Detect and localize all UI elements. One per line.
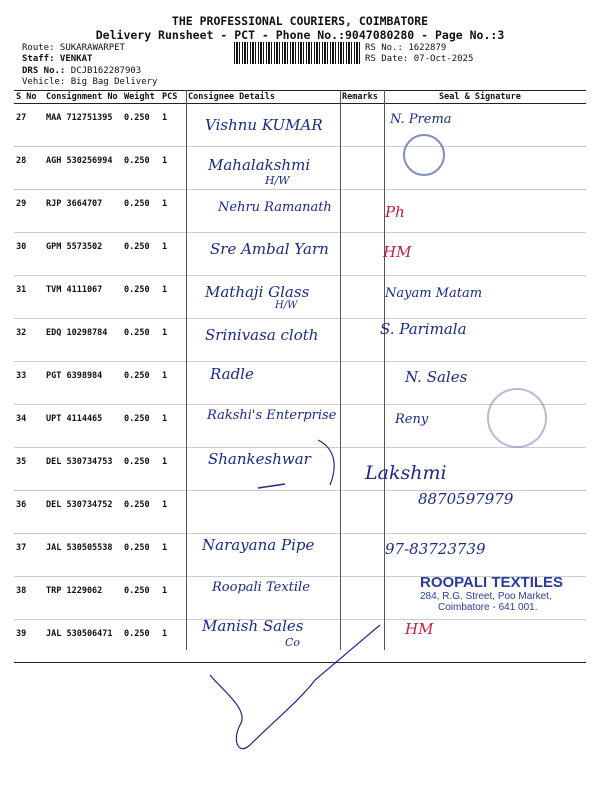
signature: Lakshmi — [365, 462, 447, 484]
sno-cell: 27 — [14, 104, 44, 147]
col-consignment: Consignment No — [44, 91, 122, 104]
weight-cell: 0.250 — [122, 577, 160, 620]
sno-cell: 33 — [14, 362, 44, 405]
sno-cell: 31 — [14, 276, 44, 319]
consignment-cell: JAL 530506471 — [44, 620, 122, 663]
signature-red: HM — [383, 243, 412, 261]
rs-number: RS No.: 1622879 — [365, 43, 447, 53]
handwritten-consignee-note: H/W — [275, 300, 298, 311]
weight-cell: 0.250 — [122, 405, 160, 448]
handwritten-consignee: Mathaji Glass — [205, 283, 310, 301]
weight-cell: 0.250 — [122, 448, 160, 491]
signature-red: HM — [405, 620, 434, 638]
pcs-cell: 1 — [160, 104, 186, 147]
pcs-cell: 1 — [160, 233, 186, 276]
pcs-cell: 1 — [160, 405, 186, 448]
consignment-cell: TVM 4111067 — [44, 276, 122, 319]
handwritten-consignee: Roopali Textile — [212, 580, 310, 595]
sno-cell: 29 — [14, 190, 44, 233]
handwritten-consignee: Manish Sales — [202, 617, 304, 635]
col-consignee: Consignee Details — [186, 91, 340, 104]
consignment-cell: MAA 712751395 — [44, 104, 122, 147]
weight-cell: 0.250 — [122, 534, 160, 577]
stamp-city: Coimbatore - 641 001. — [438, 602, 538, 613]
vehicle-label: Vehicle: Big Bag Delivery — [22, 77, 158, 87]
weight-cell: 0.250 — [122, 362, 160, 405]
drs-label: DRS No.: — [22, 66, 66, 76]
col-pcs: PCS — [160, 91, 186, 104]
weight-cell: 0.250 — [122, 319, 160, 362]
weight-cell: 0.250 — [122, 276, 160, 319]
signature: Reny — [395, 412, 429, 427]
weight-cell: 0.250 — [122, 104, 160, 147]
weight-cell: 0.250 — [122, 233, 160, 276]
consignment-cell: DEL 530734752 — [44, 491, 122, 534]
consignment-cell: TRP 1229062 — [44, 577, 122, 620]
handwritten-consignee-note: H/W — [265, 174, 290, 187]
pcs-cell: 1 — [160, 491, 186, 534]
weight-cell: 0.250 — [122, 491, 160, 534]
consignment-cell: GPM 5573502 — [44, 233, 122, 276]
col-remarks: Remarks — [340, 91, 384, 104]
consignment-cell: RJP 3664707 — [44, 190, 122, 233]
sno-cell: 39 — [14, 620, 44, 663]
weight-cell: 0.250 — [122, 190, 160, 233]
rs-date: RS Date: 07-Oct-2025 — [365, 54, 474, 64]
weight-cell: 0.250 — [122, 147, 160, 190]
col-weight: Weight — [122, 91, 160, 104]
handwritten-phone: 8870597979 — [418, 490, 514, 508]
route-label: Route: SUKARAWARPET — [22, 43, 125, 53]
consignment-cell: AGH 530256994 — [44, 147, 122, 190]
sno-cell: 34 — [14, 405, 44, 448]
handwritten-consignee: Rakshi's Enterprise — [207, 408, 337, 423]
signature: N. Sales — [405, 368, 468, 386]
signature: N. Prema — [390, 112, 452, 127]
consignment-cell: JAL 530505538 — [44, 534, 122, 577]
handwritten-consignee: Sre Ambal Yarn — [210, 240, 329, 258]
stamp-name: ROOPALI TEXTILES — [420, 574, 564, 591]
sno-cell: 28 — [14, 147, 44, 190]
consignment-cell: UPT 4114465 — [44, 405, 122, 448]
handwritten-consignee: Mahalakshmi — [208, 156, 311, 174]
handwritten-phone: 97-83723739 — [385, 540, 486, 558]
pcs-cell: 1 — [160, 534, 186, 577]
handwritten-consignee: Nehru Ramanath — [218, 200, 332, 215]
handwritten-consignee: Shankeshwar — [208, 450, 311, 468]
pcs-cell: 1 — [160, 577, 186, 620]
handwritten-consignee-note: Co — [285, 636, 301, 649]
sno-cell: 38 — [14, 577, 44, 620]
sno-cell: 32 — [14, 319, 44, 362]
drs-value: DCJB162287903 — [70, 66, 142, 76]
sno-cell: 35 — [14, 448, 44, 491]
consignment-cell: DEL 530734753 — [44, 448, 122, 491]
pcs-cell: 1 — [160, 276, 186, 319]
col-signature: Seal & Signature — [384, 91, 586, 104]
stamp-address: 284, R.G. Street, Poo Market, — [420, 591, 552, 602]
handwritten-consignee: Radle — [210, 365, 254, 383]
pcs-cell: 1 — [160, 147, 186, 190]
sno-cell: 36 — [14, 491, 44, 534]
pcs-cell: 1 — [160, 362, 186, 405]
company-title: THE PROFESSIONAL COURIERS, COIMBATORE — [171, 14, 429, 28]
staff-label: Staff: VENKAT — [22, 54, 93, 64]
consignment-cell: EDQ 10298784 — [44, 319, 122, 362]
weight-cell: 0.250 — [122, 620, 160, 663]
sno-cell: 37 — [14, 534, 44, 577]
pcs-cell: 1 — [160, 620, 186, 663]
handwritten-consignee: Narayana Pipe — [202, 536, 315, 554]
runsheet-subtitle: Delivery Runsheet - PCT - Phone No.:9047080280 - Page No.:3 — [95, 28, 505, 42]
sno-cell: 30 — [14, 233, 44, 276]
col-sno: S No — [14, 91, 44, 104]
pcs-cell: 1 — [160, 448, 186, 491]
consignment-cell: PGT 6398984 — [44, 362, 122, 405]
signature-red: Ph — [385, 203, 405, 221]
handwritten-consignee: Srinivasa cloth — [205, 326, 319, 344]
signature: Nayam Matam — [385, 286, 483, 301]
pcs-cell: 1 — [160, 319, 186, 362]
signature: S. Parimala — [380, 320, 467, 338]
handwritten-consignee: Vishnu KUMAR — [205, 116, 323, 134]
pcs-cell: 1 — [160, 190, 186, 233]
